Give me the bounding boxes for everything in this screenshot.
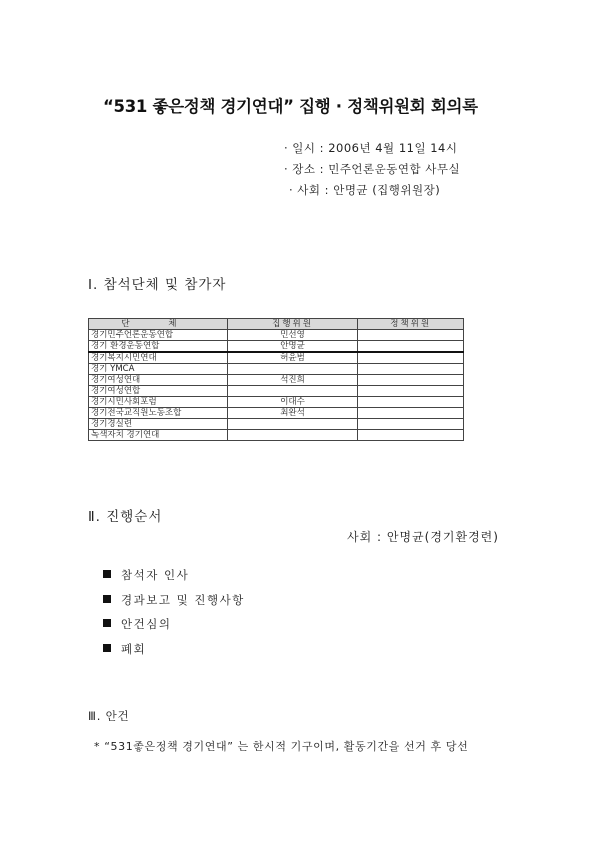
square-bullet-icon bbox=[103, 619, 111, 627]
executive-member-cell: 안명균 bbox=[227, 341, 358, 353]
header-policy-member: 정책위원 bbox=[358, 319, 464, 330]
header-organization: 단 체 bbox=[89, 319, 228, 330]
executive-member-cell bbox=[227, 430, 358, 441]
list-item bbox=[103, 641, 146, 657]
table-row bbox=[89, 397, 464, 408]
organization-cell: 경기경실련 bbox=[89, 419, 228, 430]
policy-member-cell bbox=[358, 386, 464, 397]
policy-member-cell bbox=[358, 341, 464, 353]
meeting-date: · 일시 : 2006년 4월 11일 14시 bbox=[284, 141, 458, 155]
executive-member-cell: 석진희 bbox=[227, 375, 358, 386]
policy-member-cell bbox=[358, 352, 464, 364]
organization-cell: 녹색자치 경기연대 bbox=[89, 430, 228, 441]
attendees-table bbox=[88, 318, 464, 441]
executive-member-cell bbox=[227, 419, 358, 430]
table-row bbox=[89, 419, 464, 430]
organization-cell: 경기여성연합 bbox=[89, 386, 228, 397]
policy-member-cell bbox=[358, 364, 464, 375]
organization-cell: 경기전국교직원노동조합 bbox=[89, 408, 228, 419]
table-header-row bbox=[89, 319, 464, 330]
executive-member-cell bbox=[227, 386, 358, 397]
executive-member-cell: 민선영 bbox=[227, 330, 358, 341]
step-label: 안건심의 bbox=[121, 617, 172, 631]
table-row bbox=[89, 341, 464, 353]
table-row bbox=[89, 352, 464, 364]
list-item bbox=[103, 616, 171, 632]
organization-cell: 경기여성연대 bbox=[89, 375, 228, 386]
policy-member-cell bbox=[358, 397, 464, 408]
table-row bbox=[89, 386, 464, 397]
header-executive-member: 집행위원 bbox=[227, 319, 358, 330]
document-title: “531 좋은정책 경기연대” 집행 · 정책위원회 회의록 bbox=[103, 97, 478, 116]
meeting-chair: · 사회 : 안명균 (집행위원장) bbox=[289, 183, 441, 197]
organization-cell: 경기 YMCA bbox=[89, 364, 228, 375]
executive-member-cell: 허윤범 bbox=[227, 352, 358, 364]
step-label: 참석자 인사 bbox=[121, 568, 190, 582]
table-row bbox=[89, 375, 464, 386]
policy-member-cell bbox=[358, 408, 464, 419]
executive-member-cell: 이대수 bbox=[227, 397, 358, 408]
table-row bbox=[89, 408, 464, 419]
organization-cell: 경기복지시민연대 bbox=[89, 352, 228, 364]
square-bullet-icon bbox=[103, 644, 111, 652]
square-bullet-icon bbox=[103, 570, 111, 578]
organization-cell: 경기시민사회포럼 bbox=[89, 397, 228, 408]
executive-member-cell: 최완석 bbox=[227, 408, 358, 419]
section-1-heading: Ⅰ. 참석단체 및 참가자 bbox=[88, 277, 227, 293]
section-3-heading: Ⅲ. 안건 bbox=[88, 709, 130, 723]
meeting-place: · 장소 : 민주언론운동연합 사무실 bbox=[284, 162, 461, 176]
policy-member-cell bbox=[358, 375, 464, 386]
organization-cell: 경기 환경운동연합 bbox=[89, 341, 228, 353]
table-row bbox=[89, 330, 464, 341]
agenda-item: * “531좋은정책 경기연대” 는 한시적 기구이며, 활동기간을 선거 후 당선 bbox=[94, 740, 469, 753]
list-item bbox=[103, 592, 245, 608]
policy-member-cell bbox=[358, 430, 464, 441]
step-label: 경과보고 및 진행사항 bbox=[121, 593, 245, 607]
organization-cell: 경기민주언론운동연합 bbox=[89, 330, 228, 341]
policy-member-cell bbox=[358, 330, 464, 341]
table-row bbox=[89, 430, 464, 441]
section-2-heading: Ⅱ. 진행순서 bbox=[88, 509, 163, 525]
step-label: 폐회 bbox=[121, 642, 147, 656]
policy-member-cell bbox=[358, 419, 464, 430]
table-row bbox=[89, 364, 464, 375]
list-item bbox=[103, 567, 189, 583]
section-2-chair: 사회 : 안명균(경기환경련) bbox=[347, 530, 499, 544]
square-bullet-icon bbox=[103, 595, 111, 603]
executive-member-cell bbox=[227, 364, 358, 375]
